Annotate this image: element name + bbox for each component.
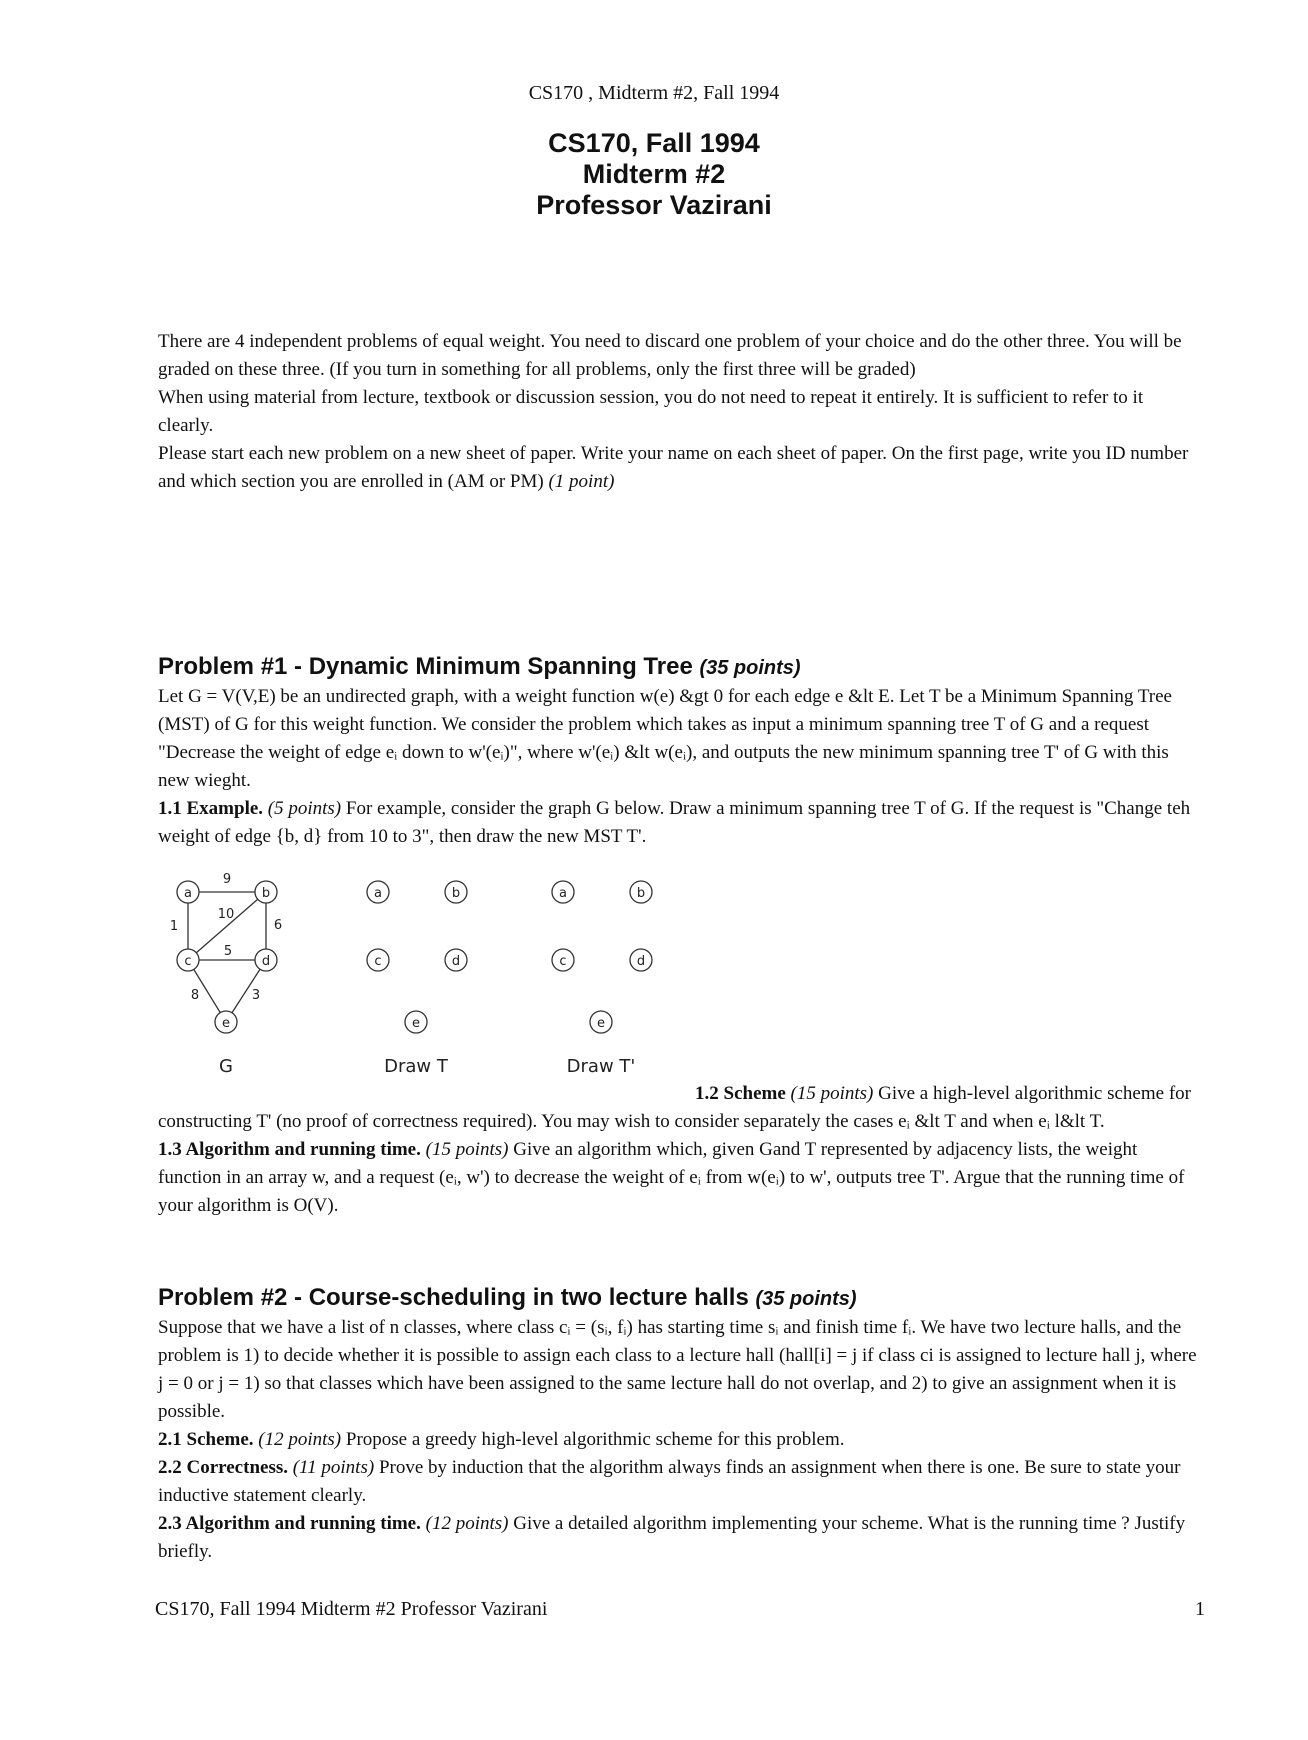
figure-caption-t-prime: Draw T' bbox=[566, 1056, 636, 1077]
title-line-professor: Professor Vazirani bbox=[536, 190, 772, 220]
node-label: d bbox=[451, 954, 461, 969]
figure-caption-g: G bbox=[219, 1056, 233, 1077]
node-label: b bbox=[636, 886, 646, 901]
node-label: d bbox=[636, 954, 646, 969]
edge-weight-bd: 6 bbox=[273, 918, 283, 933]
problem-1-continued bbox=[158, 1080, 1198, 1220]
problem-2 bbox=[158, 1283, 1198, 1566]
problem-2-part-3: 2.3 Algorithm and running time. (12 points) Give a detailed algorithm implementing your scheme. What is the running time ? Justify briefly. bbox=[158, 1513, 1186, 1562]
problem-1-part-1: 1.1 Example. (5 points) For example, consider the graph G below. Draw a minimum spanning tree T of G. If the request is "Change teh weight of edge {b, d} from 10 to 3", then draw the new MST T'. bbox=[158, 798, 1191, 847]
node-label: e bbox=[222, 1016, 230, 1031]
node-label: e bbox=[597, 1016, 605, 1031]
edge-weight-cd: 5 bbox=[223, 944, 233, 959]
page-footer bbox=[155, 1598, 1205, 1621]
node-label: b bbox=[261, 886, 271, 901]
problem-1-part-2: 1.2 Scheme (15 points) Give a high-level algorithmic scheme for constructing T' (no proof of correctness required). You may wish to consider separately the cases eᵢ &lt T and when eᵢ l&lt T. bbox=[158, 1083, 1191, 1132]
edge-weight-bc: 10 bbox=[217, 907, 235, 922]
node-label: c bbox=[559, 954, 567, 969]
node-label: a bbox=[184, 886, 192, 901]
problem-1-points: (35 points) bbox=[699, 657, 801, 679]
exam-title bbox=[0, 128, 1308, 221]
instructions-paragraph-1: There are 4 independent problems of equal weight. You need to discard one problem of your choice and do the other three. You will be graded on these three. (If you turn in something for all problems, only the first three will be graded) bbox=[158, 331, 1182, 380]
problem-1 bbox=[158, 652, 1198, 851]
instructions-points: (1 point) bbox=[548, 471, 615, 492]
page-number: 1 bbox=[1195, 1598, 1205, 1620]
node-label: a bbox=[374, 886, 382, 901]
instructions bbox=[158, 328, 1198, 496]
edge-weight-de: 3 bbox=[251, 988, 261, 1003]
problem-2-part-2: 2.2 Correctness. (11 points) Prove by induction that the algorithm always finds an assignment when there is one. Be sure to state your inductive statement clearly. bbox=[158, 1457, 1181, 1506]
edge-weight-ac: 1 bbox=[169, 919, 179, 934]
title-line-course: CS170, Fall 1994 bbox=[548, 128, 760, 158]
running-header: CS170 , Midterm #2, Fall 1994 bbox=[528, 82, 780, 104]
graph-figure-svg bbox=[158, 862, 718, 1082]
figure-caption-t: Draw T bbox=[384, 1056, 448, 1077]
title-line-exam: Midterm #2 bbox=[582, 159, 726, 189]
graph-figure bbox=[158, 862, 718, 1082]
node-label: e bbox=[412, 1016, 420, 1031]
problem-2-body: Suppose that we have a list of n classes, where class cᵢ = (sᵢ, fᵢ) has starting time sᵢ and finish time fᵢ. We have two lecture halls, and the problem is 1) to decide whether it is possible to assign each class to a lecture hall (hall[i] = j if class ci is assigned to lecture hall j, where j = 0 or j = 1) so that classes which have been assigned to the same lecture hall do not overlap, and 2) to give an assignment when it is possible. bbox=[158, 1317, 1197, 1422]
problem-1-heading: Problem #1 - Dynamic Minimum Spanning Tree (35 points) bbox=[158, 653, 801, 680]
problem-2-heading: Problem #2 - Course-scheduling in two lecture halls (35 points) bbox=[158, 1284, 857, 1311]
node-label: a bbox=[559, 886, 567, 901]
edge-weight-ab: 9 bbox=[222, 872, 232, 887]
problem-2-points: (35 points) bbox=[755, 1288, 857, 1310]
footer-text: CS170, Fall 1994 Midterm #2 Professor Vazirani bbox=[155, 1598, 548, 1620]
problem-1-part-3: 1.3 Algorithm and running time. (15 points) Give an algorithm which, given Gand T represented by adjacency lists, the weight function in an array w, and a request (eᵢ, w') to decrease the weight of eᵢ from w(eᵢ) to w', outputs tree T'. Argue that the running time of your algorithm is O(V). bbox=[158, 1139, 1185, 1216]
problem-1-body: Let G = V(V,E) be an undirected graph, with a weight function w(e) &gt 0 for each edge e &lt E. Let T be a Minimum Spanning Tree (MST) of G for this weight function. We consider the problem which takes as input a minimum spanning tree T of G and a request "Decrease the weight of edge eᵢ down to w'(eᵢ)", where w'(eᵢ) &lt w(eᵢ), and outputs the new minimum spanning tree T' of G with this new wieght. bbox=[158, 686, 1172, 791]
node-label: d bbox=[261, 954, 271, 969]
instructions-paragraph-3: Please start each new problem on a new sheet of paper. Write your name on each sheet of paper. On the first page, write you ID number and which section you are enrolled in (AM or PM) (1 point) bbox=[158, 443, 1189, 492]
problem-2-part-1: 2.1 Scheme. (12 points) Propose a greedy high-level algorithmic scheme for this problem. bbox=[158, 1429, 845, 1450]
instructions-paragraph-2: When using material from lecture, textbook or discussion session, you do not need to repeat it entirely. It is sufficient to refer to it clearly. bbox=[158, 387, 1144, 436]
node-label: c bbox=[184, 954, 192, 969]
node-label: b bbox=[451, 886, 461, 901]
node-label: c bbox=[374, 954, 382, 969]
edge-weight-ce: 8 bbox=[190, 988, 200, 1003]
